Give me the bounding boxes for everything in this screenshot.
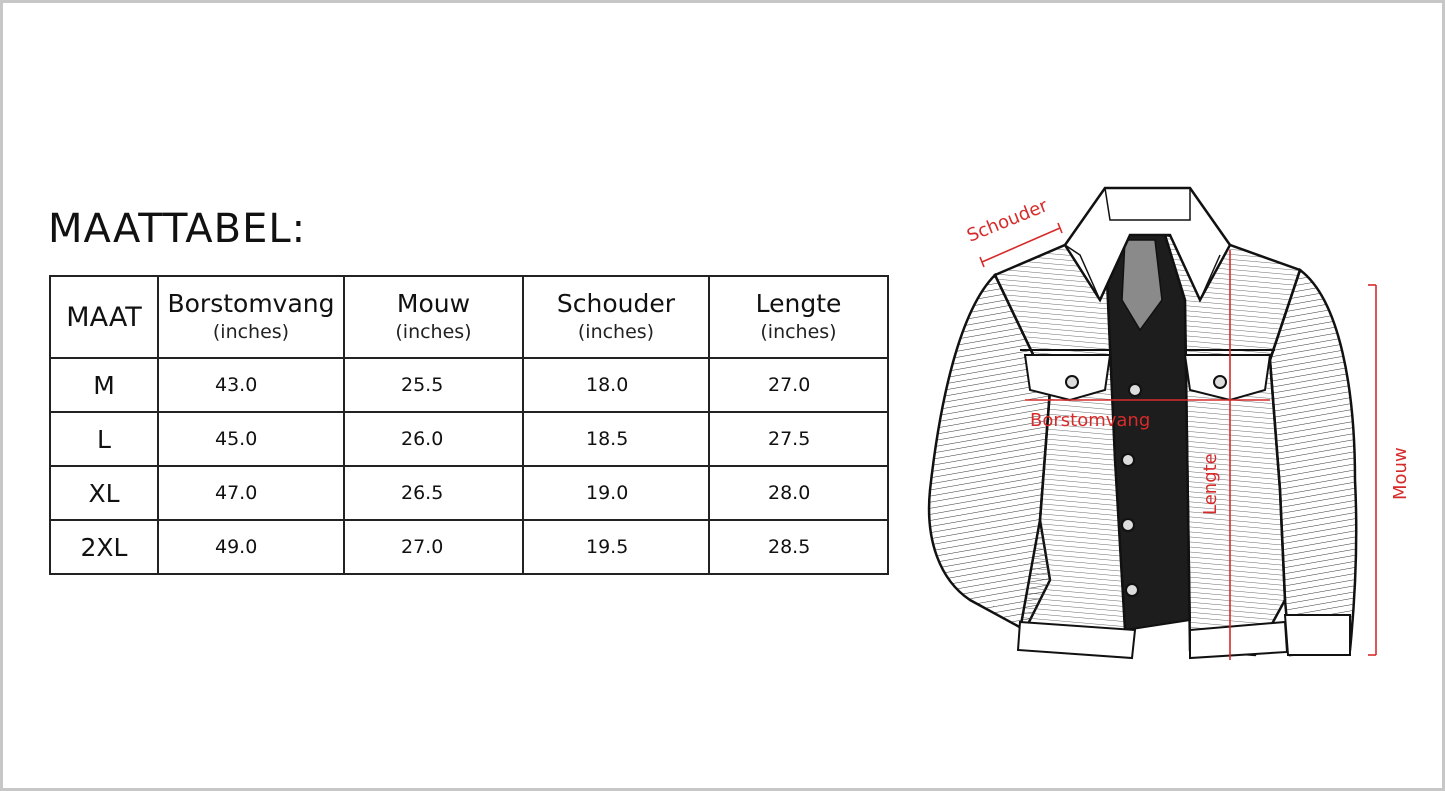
schouder-cell — [523, 358, 709, 412]
header-label: MAAT — [66, 301, 142, 333]
mouw-cell — [344, 358, 523, 412]
header-label: Lengte — [755, 289, 842, 318]
mouw-cell — [344, 520, 523, 574]
size-cell: 2XL — [50, 520, 158, 574]
button-icon — [1122, 454, 1134, 466]
header-label: Schouder — [556, 289, 676, 318]
cell-value: 27.0 — [768, 374, 811, 396]
table-row — [50, 466, 888, 520]
cell-value: 28.5 — [768, 536, 811, 558]
borstomvang-cell — [158, 412, 344, 466]
lengte-label: Lengte — [1200, 453, 1221, 515]
right-cuff — [1285, 615, 1350, 655]
mouw-cell — [344, 466, 523, 520]
cell-value: 25.5 — [401, 374, 444, 396]
cell-value: 26.5 — [401, 482, 444, 504]
lengte-cell — [709, 520, 888, 574]
jacket-diagram — [900, 160, 1420, 680]
cell-value: 47.0 — [215, 482, 258, 504]
schouder-cell — [523, 412, 709, 466]
mouw-label: Mouw — [1390, 447, 1411, 500]
borstomvang-cell — [158, 466, 344, 520]
header-borstomvang — [158, 276, 344, 358]
button-icon — [1129, 384, 1141, 396]
schouder-cell — [523, 466, 709, 520]
header-unit: (inches) — [760, 321, 837, 343]
page-title: MAATTABEL: — [48, 206, 307, 252]
borstomvang-label: Borstomvang — [1030, 410, 1151, 431]
cell-value: 49.0 — [215, 536, 258, 558]
cell-value: 28.0 — [768, 482, 811, 504]
table-row — [50, 358, 888, 412]
schouder-cell — [523, 520, 709, 574]
button-icon — [1122, 519, 1134, 531]
header-unit: (inches) — [212, 321, 290, 343]
cell-value: 19.5 — [586, 536, 629, 558]
mouw-cell — [344, 412, 523, 466]
size-table — [49, 275, 889, 575]
lengte-cell — [709, 412, 888, 466]
header-unit: (inches) — [395, 321, 472, 343]
header-mouw — [344, 276, 523, 358]
cell-value: 43.0 — [215, 374, 258, 396]
cell-value: 26.0 — [401, 428, 444, 450]
cell-value: 27.0 — [401, 536, 444, 558]
header-schouder — [523, 276, 709, 358]
button-icon — [1066, 376, 1078, 388]
cell-value: 18.0 — [586, 374, 629, 396]
cell-value: 27.5 — [768, 428, 811, 450]
jacket-illustration-icon — [900, 160, 1420, 680]
table-header-row — [50, 276, 888, 358]
button-icon — [1126, 584, 1138, 596]
table-row — [50, 520, 888, 574]
header-unit: (inches) — [577, 321, 655, 343]
table-row — [50, 412, 888, 466]
size-cell: M — [50, 358, 158, 412]
cell-value: 18.5 — [586, 428, 629, 450]
lengte-cell — [709, 358, 888, 412]
header-lengte — [709, 276, 888, 358]
header-label: Borstomvang — [167, 289, 335, 318]
borstomvang-cell — [158, 358, 344, 412]
borstomvang-cell — [158, 520, 344, 574]
schouder-label: Schouder — [964, 195, 1051, 247]
size-cell: XL — [50, 466, 158, 520]
lengte-cell — [709, 466, 888, 520]
header-maat — [50, 276, 158, 358]
header-label: Mouw — [396, 289, 471, 318]
size-cell: L — [50, 412, 158, 466]
cell-value: 45.0 — [215, 428, 258, 450]
cell-value: 19.0 — [586, 482, 629, 504]
button-icon — [1214, 376, 1226, 388]
